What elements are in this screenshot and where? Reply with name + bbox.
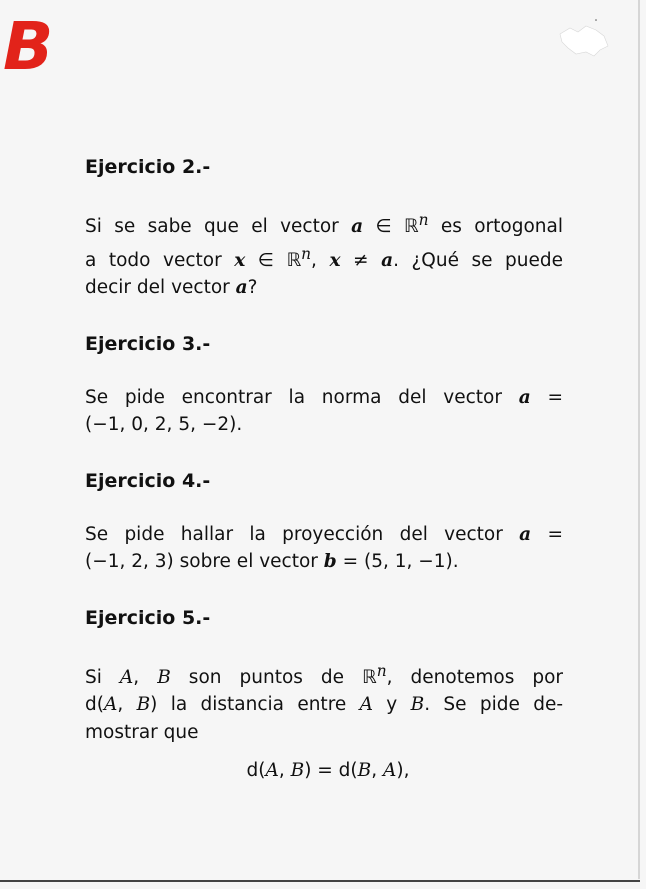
exercise-text [85,521,563,576]
exercise-list [85,158,563,781]
scan-speck-mark [556,16,616,62]
handwritten-letter-mark: B [3,8,52,85]
text-line: Si A, B son puntos de ℝ$^n$, denotemos por [85,661,564,688]
exercise-title: Ejercicio 4.- [85,469,211,492]
text-line: d(A, B) la distancia entre A y B. Se pide de- [85,694,563,716]
text-line: (−1, 0, 2, 5, −2). [85,414,243,436]
exercise-title: Ejercicio 5.- [85,606,211,629]
text-line: Si se sabe que el vector a ∈ ℝ$^n$ es ortogonal [85,211,564,238]
text-line: a todo vector x ∈ ℝ$^n$, x ≠ a. ¿Qué se puede [85,244,564,271]
text-line: Se pide encontrar la norma del vector a = [85,386,563,408]
display-formula: d(A, B) = d(B, A), [246,760,410,782]
exercise-title: Ejercicio 2.- [85,156,211,178]
page-right-edge [638,0,640,879]
exercise-text [85,384,563,439]
page-bottom-edge [0,880,640,882]
exercise-text [85,658,563,747]
text-line: decir del vector a? [85,277,258,299]
text-line: mostrar que [85,721,199,743]
exercise-title: Ejercicio 3.- [85,332,211,355]
exercise-text [85,207,563,302]
text-line: Se pide hallar la proyección del vector a = [85,523,563,545]
text-line: (−1, 2, 3) sobre el vector b = (5, 1, −1). [85,551,459,573]
